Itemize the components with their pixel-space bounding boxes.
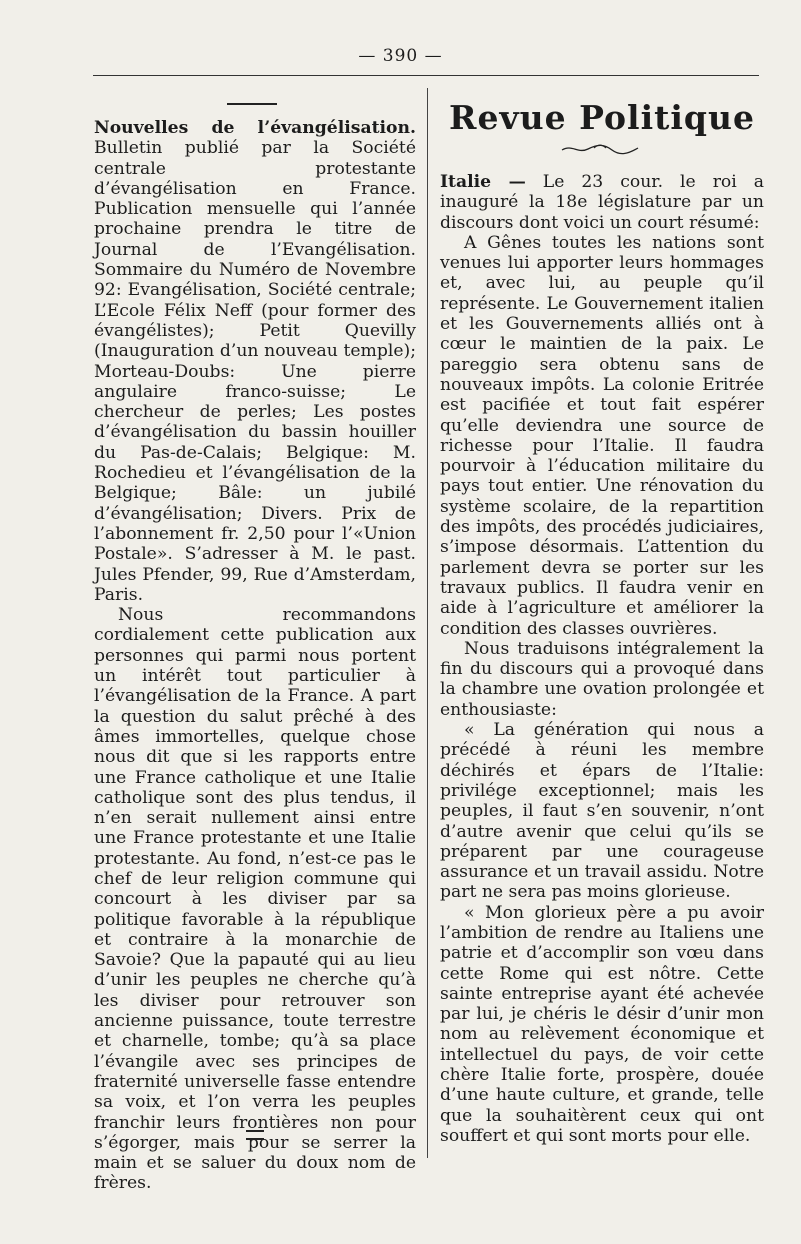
left-column-top-dash [227, 103, 277, 105]
right-paragraph-1-lead: Italie — [440, 172, 526, 192]
left-column [94, 118, 416, 1194]
right-paragraph-1 [440, 172, 764, 233]
header-rule [93, 75, 759, 76]
column-divider [427, 88, 428, 1158]
left-column-end-mark [246, 1130, 264, 1140]
right-column-title: Revue Politique [449, 98, 755, 137]
left-paragraph-1-lead: Nouvelles de l’évangélisation. [94, 118, 416, 138]
right-column [440, 172, 764, 1146]
right-paragraph-1-text: Le 23 cour. le roi a inauguré la 18e législature par un discours dont voici un court résumé: [440, 172, 765, 233]
left-paragraph-1-text: Bulletin publié par la Société centrale protestante d’évangélisation en France. Publication mensuelle qui l’année prochaine prendra le titre de Journal de l’Evangélisation. Sommaire du Numéro de Novembre 92: Evangélisation, Société centrale; L’Ecole Félix Neff (pour former des évangélistes); Petit Quevilly (Inauguration d’un nouveau temple); Morteau-Doubs: Une pierre angulaire franco-suisse; Le chercheur de perles; Les postes d’évangélisation du bassin houiller du Pas-de-Calais; Belgique: M. Rochedieu et l’évangélisation de la Belgique; Bâle: un jubilé d’évangélisation; Divers. Prix de l’abonnement fr. 2,50 pour l’«Union Postale». S’adresser à M. le past. Jules Pfender, 99, Rue d’Amsterdam, Paris. [94, 138, 416, 605]
right-paragraph-2: A Gênes toutes les nations sont venues lui apporter leurs hommages et, avec lui, au peuple qu’il représente. Le Gouvernement italien et les Gouvernements alliés ont à cœur le maintien de la paix. Le pareggio sera obtenu sans de nouveaux impôts. La colonie Eritrée est pacifiée et tout fait espérer qu’elle deviendra une source de richesse pour l’Italie. Il faudra pourvoir à l’éducation militaire du pays tout entier. Une rénovation du système scolaire, de la repartition des impôts, des procédés judiciaires, s’impose désormais. L’attention du parlement devra se porter sur les travaux publics. Il faudra venir en aide à l’agriculture et améliorer la condition des classes ouvrières. [440, 232, 764, 639]
page-number: — 390 — [358, 46, 443, 66]
right-paragraph-3: Nous traduisons intégralement la fin du discours qui a provoqué dans la chambre une ovation prolongée et enthousiaste: [440, 638, 764, 720]
right-paragraph-4: « La génération qui nous a précédé à réuni les membre déchirés et épars de l’Italie: privilége exceptionnel; mais les peuples, il faut s’en souvenir, n’ont d’autre avenir que celui qu’ils se préparent par une courageuse assurance et un travail assidu. Notre part ne sera pas moins glorieuse. [440, 720, 764, 903]
flourish-ornament [560, 142, 640, 156]
right-paragraph-5: « Mon glorieux père a pu avoir l’ambition de rendre au Italiens une patrie et d’accomplir son vœu dans cette Rome qui est nôtre. Cette sainte entreprise ayant été achevée par lui, je chéris le désir d’unir mon nom au relèvement économique et intellectuel du pays, de voir cette chère Italie forte, prospère, douée d’une haute culture, et grande, telle que la souhaitèrent ceux qui ont souffert et qui sont morts pour elle. [440, 902, 764, 1146]
left-paragraph-2: Nous recommandons cordialement cette publication aux personnes qui parmi nous portent un intérêt tout particulier à l’évangélisation de la France. A part la question du salut prêché à des âmes immortelles, quelque chose nous dit que si les rapports entre une France catholique et une Italie catholique sont des plus tendus, il n’en serait nullement ainsi entre une France protestante et une Italie protestante. Au fond, n’est-ce pas le chef de leur religion commune qui concourt à les diviser par sa politique favorable à la république et contraire à la monarchie de Savoie? Que la papauté qui au lieu d’unir les peuples ne cherche qu’à les diviser pour retrouver son ancienne puissance, toute terrestre et charnelle, tombe; qu’à sa place l’évangile avec ses principes de fraternité universelle fasse entendre sa voix, et l’on verra les peuples franchir leurs frontières non pour s’égorger, mais pour se serrer la main et se saluer du doux nom de frères. [94, 605, 416, 1194]
left-paragraph-1 [94, 118, 416, 605]
